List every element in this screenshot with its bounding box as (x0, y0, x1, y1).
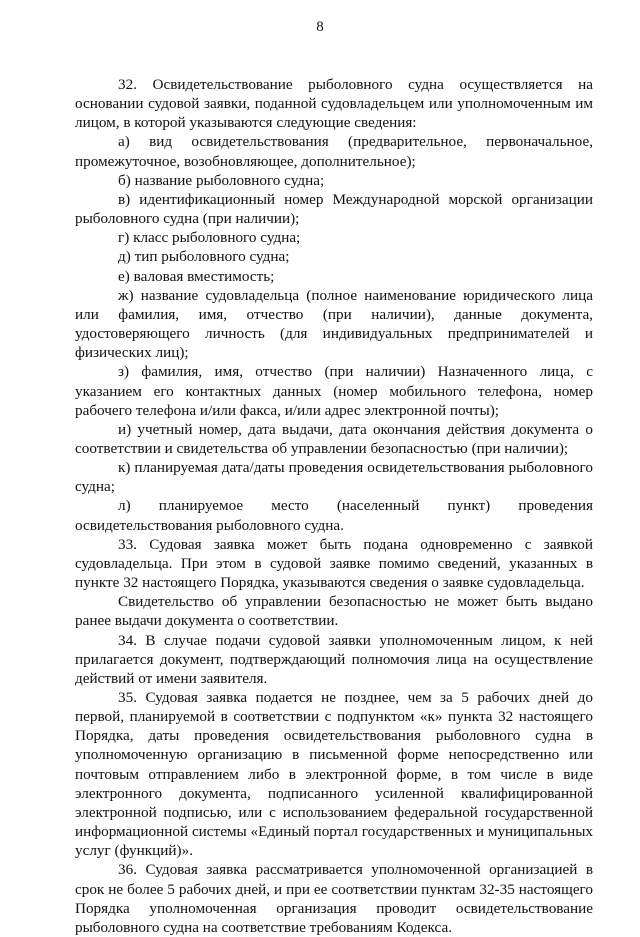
paragraph-32: 32. Освидетельствование рыболовного судна осуществляется на основании судовой заявки, поданной судовладельцем или уполномоченным им лицом, в которой указываются следующие сведения: (75, 76, 593, 132)
paragraph-36: 36. Судовая заявка рассматривается уполномоченной организацией в срок не более 5 рабочих дней, и при ее соответствии пунктам 32-35 настоящего Порядка уполномоченная организация проводит освидетельствование рыболовного судна на соответствие требованиям Кодекса. (75, 861, 593, 936)
page-number: 8 (316, 19, 324, 35)
item-d-vessel-type: д) тип рыболовного судна; (118, 248, 290, 266)
paragraph-34: 34. В случае подачи судовой заявки уполномоченным лицом, к ней прилагается документ, подтверждающий полномочия лица на осуществление действий от имени заявителя. (75, 631, 593, 687)
item-v-imo-number: в) идентификационный номер Международной морской организации рыболовного судна (при наличии); (75, 190, 593, 228)
item-a-survey-type: а) вид освидетельствования (предварительное, первоначальное, промежуточное, возобновляющее, дополнительное); (75, 133, 593, 170)
item-z-designated-person: з) фамилия, имя, отчество (при наличии) Назначенного лица, с указанием его контактных данных (номер мобильного телефона, номер рабочего телефона и/или факса, и/или адрес электронной почты); (75, 363, 593, 419)
document-body (75, 75, 593, 937)
item-b-vessel-name: б) название рыболовного судна; (118, 171, 325, 189)
item-l-survey-place: л) планируемое место (населенный пункт) проведения освидетельствования рыболовного судна. (75, 497, 593, 534)
paragraph-33: 33. Судовая заявка может быть подана одновременно с заявкой судовладельца. При этом в судовой заявке помимо сведений, указанных в пункте 32 настоящего Порядка, указываются сведения о заявке судовладельца. (75, 535, 593, 592)
item-g-vessel-class: г) класс рыболовного судна; (118, 229, 301, 247)
item-i-document-details: и) учетный номер, дата выдачи, дата окончания действия документа о соответствии и свидетельства об управлении безопасностью (при наличии); (75, 420, 593, 457)
item-zh-owner-name: ж) название судовладельца (полное наименование юридического лица или фамилия, имя, отчество (при наличии), данные документа, удостоверяющего личность (для индивидуальных предпринимателей и физических лиц); (75, 286, 593, 362)
item-k-survey-dates: к) планируемая дата/даты проведения освидетельствования рыболовного судна; (75, 459, 593, 496)
paragraph-35: 35. Судовая заявка подается не позднее, чем за 5 рабочих дней до первой, планируемой в соответствии с подпунктом «к» пункта 32 настоящего Порядка, даты проведения освидетельствования рыболовного судна в уполномоченную организацию в письменной форме непосредственно или почтовым отправлением либо в электронной форме, в том числе в виде электронного документа, подписанного усиленной квалифицированной электронной подписью, или с использованием федеральной государственной информационной системы «Единый портал государственных и муниципальных услуг (функций)». (75, 689, 593, 860)
paragraph-33-certificate: Свидетельство об управлении безопасностью не может быть выдано ранее выдачи документа о соответствии. (75, 593, 593, 630)
item-e-gross-tonnage: е) валовая вместимость; (118, 267, 275, 285)
